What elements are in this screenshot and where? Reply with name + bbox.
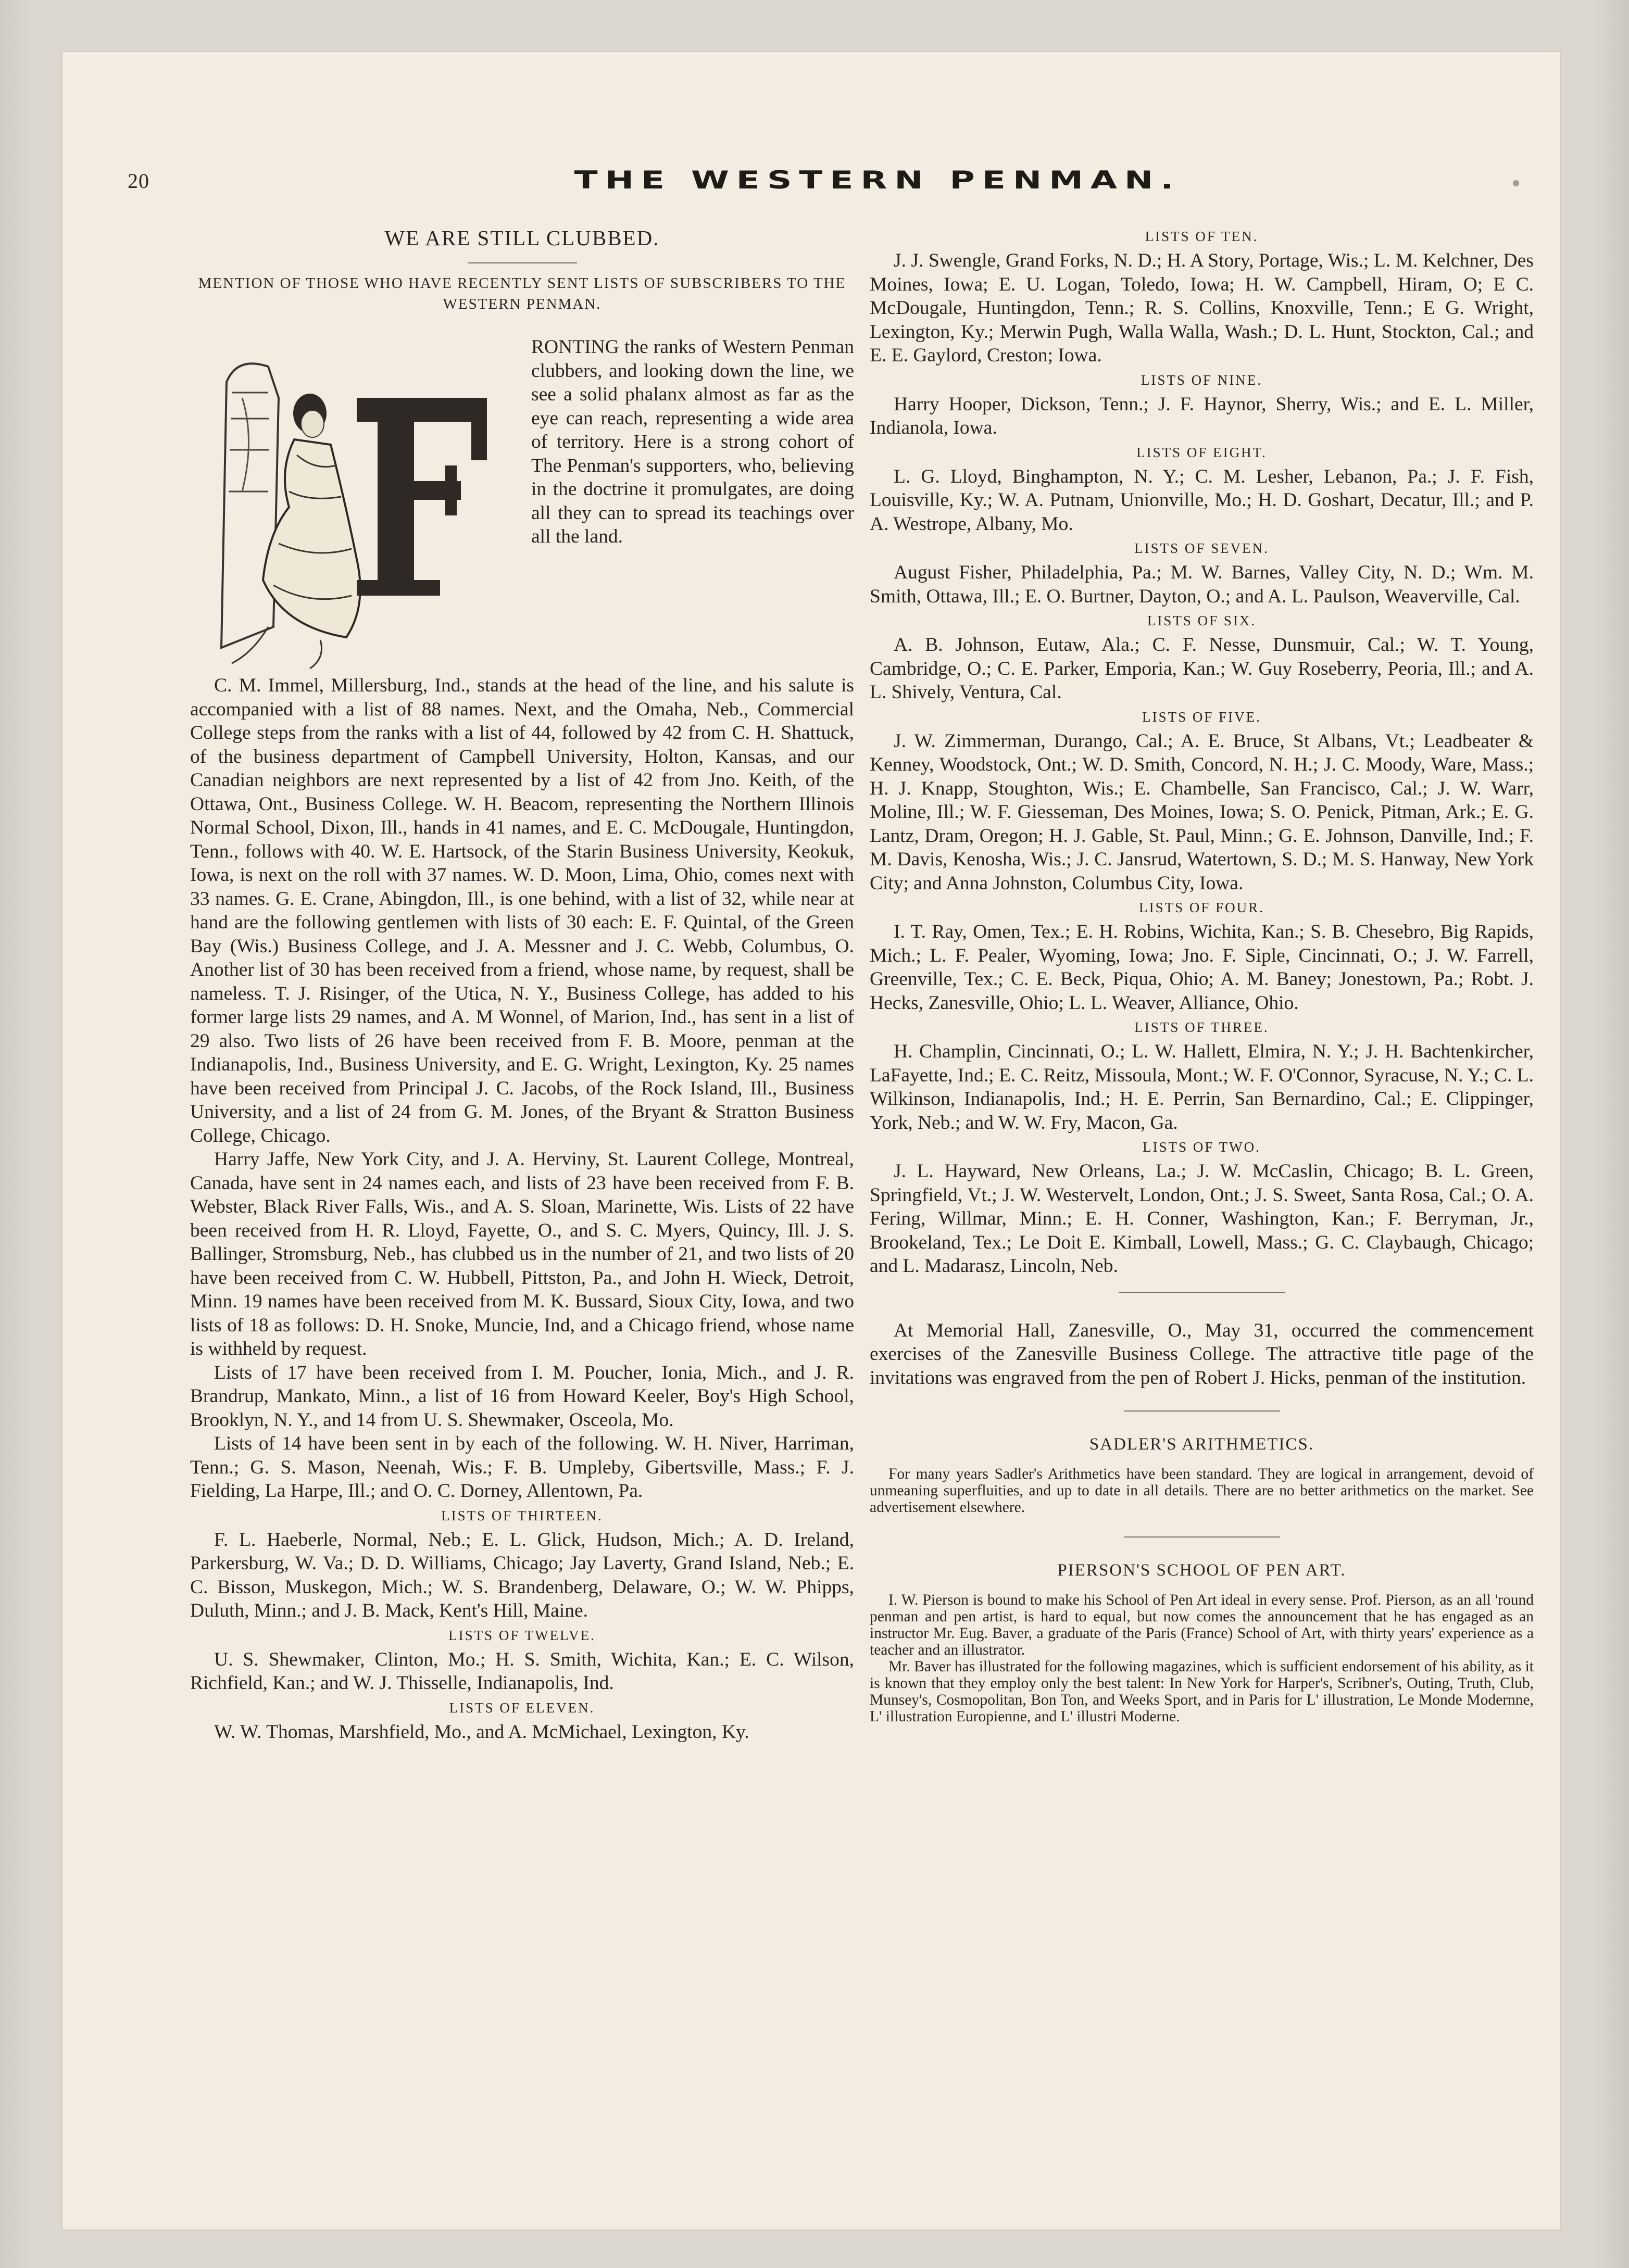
- list-heading: LISTS OF TWELVE.: [448, 1627, 596, 1643]
- list-text: L. G. Lloyd, Binghampton, N. Y.; C. M. Lesher, Lebanon, Pa.; J. F. Fish, Louisville, Ky.; W. A. Putnam, Unionville, Mo.; H. D. Goshart, Decatur, Ill.; and P. A. Westrope, Albany, Mo.: [870, 465, 1534, 535]
- left-column: [190, 224, 854, 1744]
- margin-dot: [1513, 180, 1519, 186]
- intro-paragraph: RONTING the ranks of Western Penman clubbers, and looking down the line, we see a solid phalanx almost as far as the eye can reach, representing a wide area of territory. Here is a strong cohort of The Penman's supporters, who, believing in the doctrine it promulgates, are doing all they can to spread its teachings over all the land.: [531, 336, 854, 547]
- list-text: I. T. Ray, Omen, Tex.; E. H. Robins, Wichita, Kan.; S. B. Chesebro, Big Rapids, Mich.; L. F. Pealer, Wyoming, Iowa; Jno. F. Siple, Cincinnati, O.; J. W. Farrell, Greenville, Tex.; C. E. Beck, Piqua, Ohio; A. M. Baney; Jonestown, Pa.; Robt. J. Hecks, Zanesville, Ohio; L. L. Weaver, Alliance, Ohio.: [870, 921, 1534, 1014]
- list-group: [870, 443, 1534, 536]
- paragraph-2: Harry Jaffe, New York City, and J. A. Herviny, St. Laurent College, Montreal, Canada, have sent in 24 names each, and lists of 23 have been received from F. B. Webster, Black River Falls, Wis., and A. S. Sloan, Marinette, Wis. Lists of 22 have been received from H. R. Lloyd, Fayette, O., and S. C. Myers, Quincy, Ill. J. S. Ballinger, Stromsburg, Neb., has clubbed us in the number of 21, and two lists of 20 have been received from C. W. Hubbell, Pittston, Pa., and John H. Wieck, Detroit, Minn. 19 names have been received from M. K. Bussard, Sioux City, Iowa, and two lists of 18 as follows: D. H. Snoke, Muncie, Ind, and a Chicago friend, whose name is withheld by request.: [190, 1149, 854, 1359]
- section-rule: [1124, 1410, 1280, 1412]
- dropcap-illustration: [190, 335, 503, 674]
- page-number: 20: [128, 169, 149, 193]
- list-group: [870, 371, 1534, 440]
- list-heading: LISTS OF NINE.: [1141, 372, 1263, 388]
- list-group: [870, 708, 1534, 896]
- list-text: F. L. Haeberle, Normal, Neb.; E. L. Glick, Hudson, Mich.; A. D. Ireland, Parkersburg, W. Va.; D. D. Williams, Chicago; Jay Laverty, Grand Island, Neb.; E. C. Bisson, Muskegon, Mich.; W. S. Brandenberg, Delaware, O.; W. W. Phipps, Duluth, Minn.; and J. B. Mack, Kent's Hill, Maine.: [190, 1529, 854, 1621]
- list-group: [190, 1698, 854, 1744]
- list-group: [870, 1138, 1534, 1278]
- list-group: [870, 898, 1534, 1015]
- list-heading: LISTS OF EIGHT.: [1136, 444, 1267, 460]
- list-heading: LISTS OF THIRTEEN.: [441, 1507, 603, 1523]
- sadler-text: For many years Sadler's Arithmetics have been standard. They are logical in arrangement, devoid of unmeaning superfluities, and up to date in all details. There are no better arithmetics on the market. See advertisement elsewhere.: [870, 1466, 1534, 1516]
- list-heading: LISTS OF TEN.: [1145, 229, 1259, 244]
- pierson-text-2: Mr. Baver has illustrated for the following magazines, which is sufficient endorsement of his ability, as it is known that they employ only the best talent: In New York for Harper's, Scribner's, Outing, Truth, Club, Munsey's, Cosmopolitan, Bon Ton, and Weeks Sport, and in Paris for L' illustration, Le Monde Modernne, L' illustration Europienne, and L' illustri Moderne.: [870, 1658, 1534, 1725]
- list-group: [870, 539, 1534, 608]
- list-group: [870, 611, 1534, 704]
- list-text: August Fisher, Philadelphia, Pa.; M. W. Barnes, Valley City, N. D.; Wm. M. Smith, Ottawa, Ill.; E. O. Burtner, Dayton, O.; and A. L. Paulson, Weaverville, Cal.: [870, 562, 1534, 607]
- list-heading: LISTS OF FOUR.: [1139, 900, 1264, 915]
- list-text: H. Champlin, Cincinnati, O.; L. W. Hallett, Elmira, N. Y.; J. H. Bachtenkircher, LaFayette, Ind.; E. C. Reitz, Missoula, Mont.; W. F. O'Connor, Syracuse, N. Y.; C. L. Wilkinson, Indianapolis, Ind.; H. E. Perrin, San Bernardino, Cal.; E. Clippinger, York, Neb.; and W. W. Fry, Macon, Ga.: [870, 1041, 1534, 1133]
- list-group: [870, 227, 1534, 368]
- pierson-heading: PIERSON'S SCHOOL OF PEN ART.: [1057, 1561, 1346, 1580]
- list-group: [190, 1506, 854, 1623]
- list-text: A. B. Johnson, Eutaw, Ala.; C. F. Nesse, Dunsmuir, Cal.; W. T. Young, Cambridge, O.; C. E. Parker, Emporia, Kan.; W. Guy Roseberry, Peoria, Ill.; and A. L. Shively, Ventura, Cal.: [870, 634, 1534, 703]
- list-heading: LISTS OF ELEVEN.: [449, 1699, 595, 1716]
- list-heading: LISTS OF FIVE.: [1142, 709, 1261, 725]
- article-subtitle: MENTION OF THOSE WHO HAVE RECENTLY SENT LISTS OF SUBSCRIBERS TO THE WESTERN PENMAN.: [198, 275, 846, 312]
- paragraph-3: Lists of 17 have been received from I. M. Poucher, Ionia, Mich., and J. R. Brandrup, Mankato, Minn., a list of 16 from Howard Keeler, Boy's High School, Brooklyn, N. Y., and 14 from U. S. Shewmaker, Osceola, Mo.: [190, 1362, 854, 1431]
- title-rule: [468, 262, 577, 263]
- section-rule: [1124, 1536, 1280, 1538]
- list-group: [190, 1626, 854, 1695]
- memorial-paragraph: At Memorial Hall, Zanesville, O., May 31, occurred the commencement exercises of the Zanesville Business College. The attractive title page of the invitations was engraved from the pen of Robert J. Hicks, penman of the institution.: [870, 1319, 1534, 1389]
- article-title: WE ARE STILL CLUBBED.: [384, 226, 660, 250]
- list-text: W. W. Thomas, Marshfield, Mo., and A. McMichael, Lexington, Ky.: [214, 1721, 749, 1743]
- list-group: [870, 1018, 1534, 1135]
- paragraph-1: C. M. Immel, Millersburg, Ind., stands at the head of the line, and his salute is accompanied with a list of 88 names. Next, and the Omaha, Neb., Commercial College steps from the ranks with a list of 44, followed by 42 from C. H. Shattuck, of the business department of Campbell University, Holton, Kansas, and our Canadian neighbors are next represented by a list of 42 from Jno. Keith, of the Ottawa, Ont., Business College. W. H. Beacom, representing the Northern Illinois Normal School, Dixon, Ill., hands in 41 names, and E. C. McDougale, Huntingdon, Tenn., follows with 40. W. E. Hartsock, of the Starin Business University, Keokuk, Iowa, is next on the roll with 37 names. W. D. Moon, Lima, Ohio, comes next with 33 names. G. E. Crane, Abingdon, Ill., is one behind, with a list of 32, while near at hand are the following gentlemen with lists of 30 each: E. F. Quintal, of the Green Bay (Wis.) Business College, and J. A. Messner and J. C. Webb, Columbus, O. Another list of 30 has been received from a friend, whose name, by request, shall be nameless. T. J. Risinger, of the Utica, N. Y., Business College, has added to his former large lists 29 names, and A. M Wonnel, of Marion, Ind., has sent in a list of 29 also. Two lists of 26 have been received from F. B. Moore, penman at the Indianapolis, Ind., Business University, and E. G. Wright, Lexington, Ky. 25 names have been received from Principal J. C. Jacobs, of the Rock Island, Ill., Business University, and a list of 24 from G. M. Jones, of the Bryant & Stratton Business College, Chicago.: [190, 675, 854, 1146]
- right-column: [870, 224, 1534, 1725]
- list-text: J. J. Swengle, Grand Forks, N. D.; H. A Story, Portage, Wis.; L. M. Kelchner, Des Moines, Iowa; E. U. Logan, Toledo, Iowa; H. W. Campbell, Hiram, O; E C. McDougale, Huntingdon, Tenn.; R. S. Collins, Knoxville, Tenn.; E G. Wright, Lexington, Ky.; Merwin Pugh, Walla Walla, Wash.; D. L. Hunt, Stockton, Cal.; and E. E. Gaylord, Creston; Iowa.: [870, 250, 1534, 366]
- list-heading: LISTS OF SEVEN.: [1134, 540, 1269, 556]
- list-heading: LISTS OF TWO.: [1143, 1139, 1261, 1155]
- section-rule: [1119, 1292, 1285, 1293]
- list-text: J. W. Zimmerman, Durango, Cal.; A. E. Bruce, St Albans, Vt.; Leadbeater & Kenney, Woodstock, Ont.; W. D. Smith, Concord, N. H.; J. C. Moody, Ware, Mass.; H. J. Knapp, Stoughton, Wis.; E. Chambelle, San Francisco, Cal.; J. W. Warr, Moline, Ill.; W. F. Giesseman, Des Moines, Iowa; S. O. Penick, Pitman, Ark.; E. G. Lantz, Dram, Oregon; H. J. Gable, St. Paul, Minn.; G. E. Johnson, Danville, Ind.; F. M. Davis, Kenosha, Wis.; J. C. Jansrud, Watertown, S. D.; M. S. Hanway, New York City; and Anna Johnston, Columbus City, Iowa.: [870, 730, 1534, 894]
- list-text: Harry Hooper, Dickson, Tenn.; J. F. Haynor, Sherry, Wis.; and E. L. Miller, Indianola, Iowa.: [870, 393, 1534, 438]
- dropcap-block: [190, 335, 854, 674]
- list-heading: LISTS OF THREE.: [1134, 1019, 1269, 1035]
- list-text: U. S. Shewmaker, Clinton, Mo.; H. S. Smith, Wichita, Kan.; E. C. Wilson, Richfield, Kan.; and W. J. Thisselle, Indianapolis, Ind.: [190, 1648, 854, 1694]
- paragraph-4: Lists of 14 have been sent in by each of the following. W. H. Niver, Harriman, Tenn.; G. S. Mason, Neenah, Wis.; F. B. Umpleby, Gibertsville, Mass.; F. J. Fielding, La Harpe, Ill.; and O. C. Dorney, Allentown, Pa.: [190, 1433, 854, 1502]
- sadler-heading: SADLER'S ARITHMETICS.: [1089, 1435, 1314, 1454]
- page-header: [128, 166, 1523, 207]
- masthead: THE WESTERN PENMAN.: [574, 166, 1181, 195]
- pierson-text-1: I. W. Pierson is bound to make his School of Pen Art ideal in every sense. Prof. Pierson, as an all 'round penman and pen artist, is hard to equal, but now comes the announcement that he has engaged as an instructor Mr. Eug. Baver, a graduate of the Paris (France) School of Art, with thirty years' experience as a teacher and an illustrator.: [870, 1592, 1534, 1658]
- list-text: J. L. Hayward, New Orleans, La.; J. W. McCaslin, Chicago; B. L. Green, Springfield, Vt.; J. W. Westervelt, London, Ont.; J. S. Sweet, Santa Rosa, Cal.; O. A. Fering, Willmar, Minn.; E. H. Conner, Washington, Kan.; F. Berryman, Jr., Brookeland, Tex.; Le Doit E. Kimball, Lowell, Mass.; G. C. Claybaugh, Chicago; and L. Madarasz, Lincoln, Neb.: [870, 1161, 1534, 1277]
- list-heading: LISTS OF SIX.: [1147, 613, 1257, 628]
- intro-text: [531, 335, 854, 549]
